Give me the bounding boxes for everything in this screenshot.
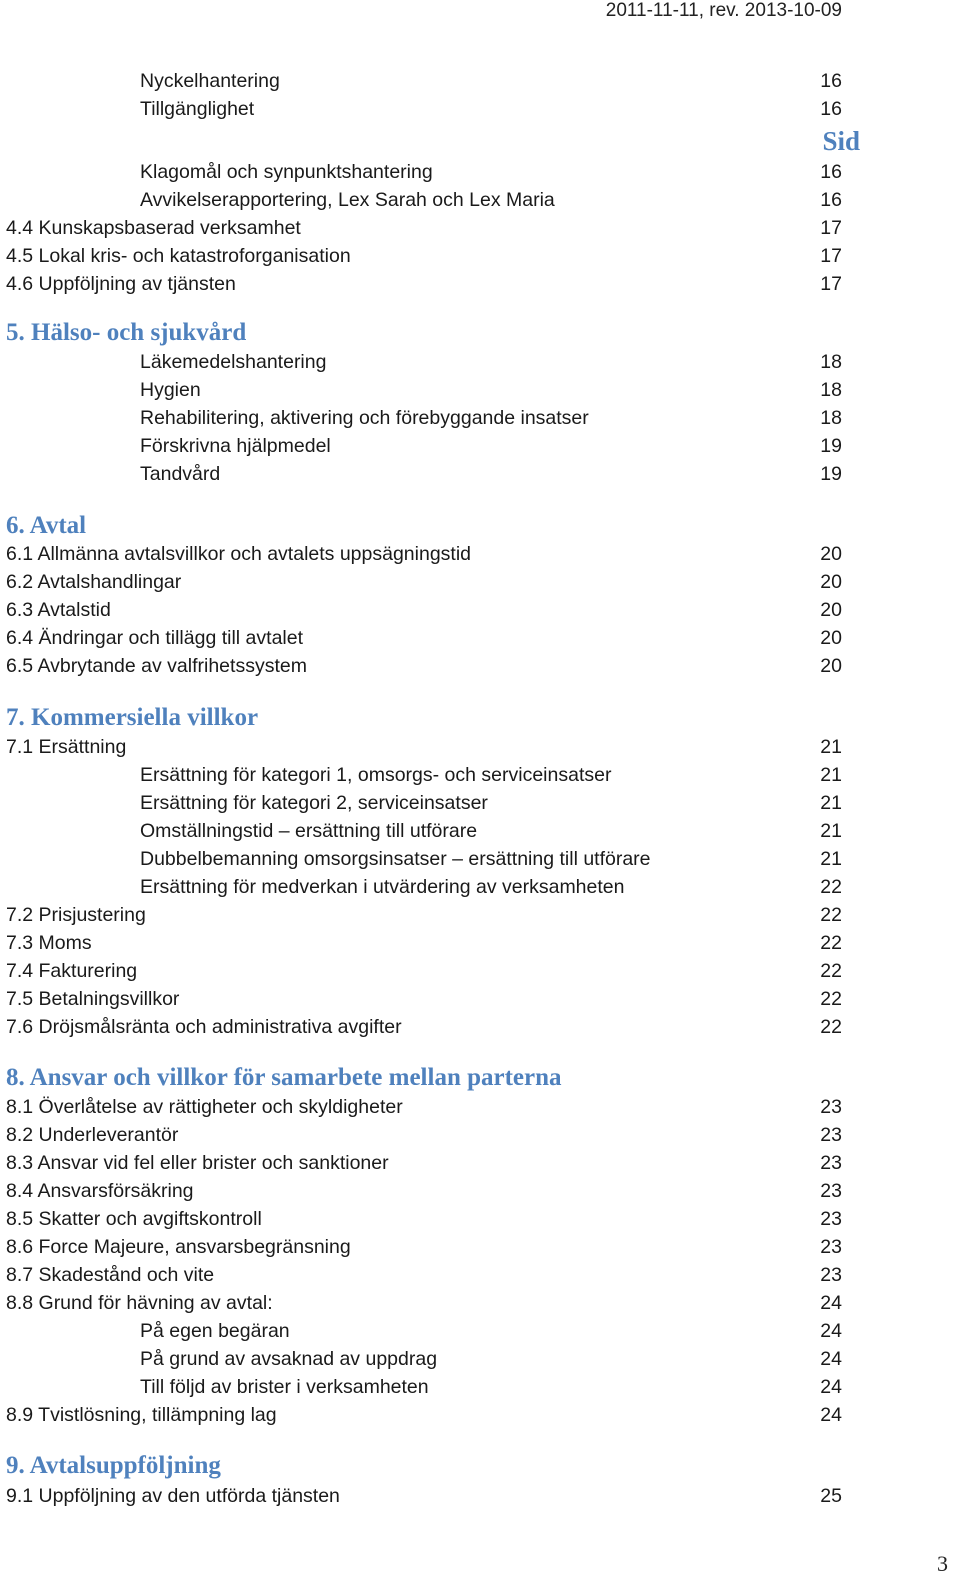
- toc-entry-label: Ersättning för kategori 1, omsorgs- och serviceinsatser: [140, 764, 612, 786]
- toc-entry-page: 16: [820, 70, 842, 92]
- toc-entry-label: 7.3 Moms: [6, 932, 92, 954]
- toc-entry[interactable]: [0, 1149, 960, 1177]
- toc-entry-label: Ersättning för kategori 2, serviceinsatser: [140, 792, 488, 814]
- section-heading-5[interactable]: 5. Hälso- och sjukvård: [6, 319, 247, 346]
- toc-entry-page: 22: [820, 960, 842, 982]
- toc-entry-label: 4.4 Kunskapsbaserad verksamhet: [6, 217, 301, 239]
- toc-entry-label: Dubbelbemanning omsorgsinsatser – ersättning till utförare: [140, 848, 651, 870]
- toc-entry[interactable]: [0, 404, 960, 432]
- toc-entry[interactable]: [0, 1013, 960, 1041]
- section-heading-9[interactable]: 9. Avtalsuppföljning: [6, 1452, 221, 1479]
- toc-entry-label: 6.4 Ändringar och tillägg till avtalet: [6, 627, 304, 649]
- toc-entry-label: På egen begäran: [140, 1320, 290, 1342]
- toc-entry-page: 19: [820, 463, 842, 485]
- toc-entry[interactable]: [0, 214, 960, 242]
- toc-entry-page: 23: [820, 1152, 842, 1174]
- toc-entry-page: 21: [820, 820, 842, 842]
- toc-entry-label: Till följd av brister i verksamheten: [140, 1376, 429, 1398]
- toc-entry[interactable]: [0, 348, 960, 376]
- toc-entry-page: 23: [820, 1264, 842, 1286]
- toc-entry-page: 22: [820, 1016, 842, 1038]
- section-heading-6[interactable]: 6. Avtal: [6, 512, 87, 539]
- toc-entry-page: 20: [820, 655, 842, 677]
- toc-entry-label: 8.7 Skadestånd och vite: [6, 1264, 215, 1286]
- toc-entry-page: 21: [820, 792, 842, 814]
- toc-entry-label: 8.1 Överlåtelse av rättigheter och skyldigheter: [6, 1096, 403, 1118]
- section-heading-7[interactable]: 7. Kommersiella villkor: [6, 704, 259, 731]
- toc-entry-label: Nyckelhantering: [140, 70, 280, 92]
- toc-entry[interactable]: [0, 1177, 960, 1205]
- toc-entry[interactable]: [0, 158, 960, 186]
- toc-entry-page: 20: [820, 599, 842, 621]
- toc-entry-label: 4.5 Lokal kris- och katastroforganisation: [6, 245, 351, 267]
- toc-entry-label: 8.5 Skatter och avgiftskontroll: [6, 1208, 262, 1230]
- toc-entry-page: 21: [820, 736, 842, 758]
- toc-entry[interactable]: [0, 1205, 960, 1233]
- toc-entry-label: 8.9 Tvistlösning, tillämpning lag: [6, 1404, 277, 1426]
- toc-entry-label: 9.1 Uppföljning av den utförda tjänsten: [6, 1485, 340, 1507]
- toc-entry[interactable]: [0, 1317, 960, 1345]
- toc-entry-label: Omställningstid – ersättning till utförare: [140, 820, 478, 842]
- toc-entry[interactable]: [0, 568, 960, 596]
- toc-entry-page: 18: [820, 351, 842, 373]
- toc-entry[interactable]: [0, 1482, 960, 1510]
- toc-entry-page: 20: [820, 543, 842, 565]
- toc-entry-page: 23: [820, 1180, 842, 1202]
- toc-entry[interactable]: [0, 733, 960, 761]
- toc-entry[interactable]: [0, 540, 960, 568]
- toc-entry[interactable]: [0, 1345, 960, 1373]
- toc-entry-label: 8.8 Grund för hävning av avtal:: [6, 1292, 273, 1314]
- toc-entry-page: 16: [820, 161, 842, 183]
- toc-entry-label: 8.4 Ansvarsförsäkring: [6, 1180, 194, 1202]
- toc-entry[interactable]: [0, 761, 960, 789]
- toc-entry-page: 17: [820, 217, 842, 239]
- toc-entry[interactable]: [0, 985, 960, 1013]
- toc-entry-page: 17: [820, 245, 842, 267]
- toc-entry-label: 6.2 Avtalshandlingar: [6, 571, 182, 593]
- toc-entry[interactable]: [0, 652, 960, 680]
- toc-entry-label: 4.6 Uppföljning av tjänsten: [6, 273, 236, 295]
- toc-entry-label: Hygien: [140, 379, 201, 401]
- toc-entry[interactable]: [0, 432, 960, 460]
- toc-entry[interactable]: [0, 1233, 960, 1261]
- toc-entry-page: 22: [820, 988, 842, 1010]
- toc-entry-label: 8.2 Underleverantör: [6, 1124, 179, 1146]
- toc-entry[interactable]: [0, 1373, 960, 1401]
- toc-entry-page: 22: [820, 932, 842, 954]
- toc-entry-label: 6.1 Allmänna avtalsvillkor och avtalets uppsägningstid: [6, 543, 472, 565]
- toc-entry[interactable]: [0, 929, 960, 957]
- toc-entry-label: Läkemedelshantering: [140, 351, 327, 373]
- toc-entry-page: 23: [820, 1236, 842, 1258]
- toc-entry-label: Klagomål och synpunktshantering: [140, 161, 433, 183]
- toc-entry[interactable]: [0, 817, 960, 845]
- toc-entry-page: 24: [820, 1376, 842, 1398]
- toc-entry-page: 23: [820, 1208, 842, 1230]
- toc-entry-label: 7.6 Dröjsmålsränta och administrativa avgifter: [6, 1016, 402, 1038]
- toc-entry-label: 8.3 Ansvar vid fel eller brister och sanktioner: [6, 1152, 389, 1174]
- toc-entry[interactable]: [0, 67, 960, 95]
- page-number: 3: [937, 1551, 948, 1576]
- toc-entry-label: 8.6 Force Majeure, ansvarsbegränsning: [6, 1236, 351, 1258]
- toc-entry-page: 21: [820, 764, 842, 786]
- toc-entry[interactable]: [0, 873, 960, 901]
- toc-entry[interactable]: [0, 789, 960, 817]
- toc-entry[interactable]: [0, 270, 960, 298]
- toc-entry-page: 18: [820, 379, 842, 401]
- toc-entry-page: 16: [820, 189, 842, 211]
- toc-entry[interactable]: [0, 957, 960, 985]
- sid-label: Sid: [822, 126, 860, 156]
- toc-entry-page: 24: [820, 1348, 842, 1370]
- toc-entry[interactable]: [0, 1261, 960, 1289]
- toc-entry-page: 24: [820, 1404, 842, 1426]
- toc-entry[interactable]: [0, 1093, 960, 1121]
- toc-entry[interactable]: [0, 1121, 960, 1149]
- toc-entry-page: 21: [820, 848, 842, 870]
- toc-entry-label: 7.4 Fakturering: [6, 960, 138, 982]
- page-header-date: 2011-11-11, rev. 2013-10-09: [605, 0, 842, 21]
- toc-entry-page: 16: [820, 98, 842, 120]
- toc-entry-label: Förskrivna hjälpmedel: [140, 435, 331, 457]
- toc-entry[interactable]: [0, 624, 960, 652]
- toc-entry-page: 24: [820, 1320, 842, 1342]
- toc-entry-label: Tandvård: [140, 463, 221, 485]
- toc-entry[interactable]: [0, 845, 960, 873]
- toc-entry-label: 6.5 Avbrytande av valfrihetssystem: [6, 655, 307, 677]
- toc-entry[interactable]: [0, 186, 960, 214]
- toc-entry[interactable]: [0, 95, 960, 123]
- toc-entry-page: 18: [820, 407, 842, 429]
- toc-entry-label: 7.1 Ersättning: [6, 736, 127, 758]
- toc-entry[interactable]: [0, 901, 960, 929]
- section-heading-8[interactable]: 8. Ansvar och villkor för samarbete mellan parterna: [6, 1064, 562, 1091]
- toc-entry-page: 23: [820, 1096, 842, 1118]
- toc-entry-page: 20: [820, 627, 842, 649]
- toc-entry-label: Ersättning för medverkan i utvärdering av verksamheten: [140, 876, 625, 898]
- toc-entry-page: 25: [820, 1485, 842, 1507]
- toc-entry-label: På grund av avsaknad av uppdrag: [140, 1348, 438, 1370]
- toc-entry-label: Rehabilitering, aktivering och förebyggande insatser: [140, 407, 589, 429]
- toc-entry-page: 20: [820, 571, 842, 593]
- toc-entry[interactable]: [0, 460, 960, 488]
- toc-entry[interactable]: [0, 596, 960, 624]
- toc-entry-label: 7.2 Prisjustering: [6, 904, 146, 926]
- toc-entry-page: 24: [820, 1292, 842, 1314]
- toc-entry-label: 7.5 Betalningsvillkor: [6, 988, 180, 1010]
- toc-entry-label: Tillgänglighet: [140, 98, 255, 120]
- toc-entry[interactable]: [0, 1289, 960, 1317]
- toc-entry[interactable]: [0, 242, 960, 270]
- toc-entry-page: 22: [820, 904, 842, 926]
- toc-entry-page: 17: [820, 273, 842, 295]
- toc-entry-label: Avvikelserapportering, Lex Sarah och Lex Maria: [140, 189, 555, 211]
- toc-entry-page: 22: [820, 876, 842, 898]
- toc-entry[interactable]: [0, 1401, 960, 1429]
- toc-entry-page: 19: [820, 435, 842, 457]
- toc-entry[interactable]: [0, 376, 960, 404]
- toc-entry-page: 23: [820, 1124, 842, 1146]
- toc-entry-label: 6.3 Avtalstid: [6, 599, 111, 621]
